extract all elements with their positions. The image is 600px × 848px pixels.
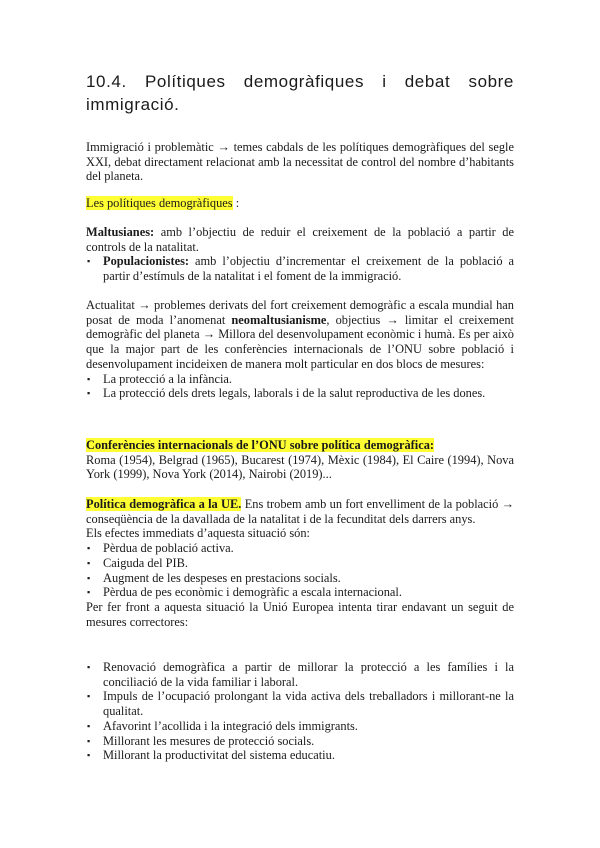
- malthusian-text: amb l’objectiu de reduir el creixement de la població a partir de controls de la natalitat.: [86, 225, 514, 254]
- measures-list: [86, 372, 514, 401]
- list-item: ▪ Millorant la productivitat del sistema educatiu.: [86, 748, 514, 763]
- intro-paragraph: Immigració i problemàtic → temes cabdals de les polítiques demogràfiques del segle XXI, debat directament relacionat amb la necessitat de control del nombre d’habitants del planeta.: [86, 140, 514, 184]
- list-item: ▪ Renovació demogràfica a partir de millorar la protecció a les famílies i la conciliació de la vida familiar i laboral.: [86, 660, 514, 689]
- correctors-intro: Per fer front a aquesta situació la Unió Europea intenta tirar endavant un seguit de mesures correctores:: [86, 599, 514, 629]
- conferences-list: Roma (1954), Belgrad (1965), Bucarest (1974), Mèxic (1984), El Caire (1994), Nova York (1999), Nova York (2014), Nairobi (2019)...: [86, 452, 514, 482]
- effects-list: [86, 541, 514, 600]
- page-title: 10.4. Polítiques demogràfiques i debat sobre immigració.: [86, 72, 514, 114]
- current-paragraph: [86, 298, 514, 372]
- list-item: ▪ La protecció dels drets legals, laborals i de la salut reproductiva de les dones.: [86, 386, 514, 401]
- list-item: ▪ La protecció a la infància.: [86, 372, 514, 387]
- policies-section: [86, 225, 514, 284]
- list-item: ▪ Pèrdua de població activa.: [86, 541, 514, 556]
- eu-heading: Política demogràfica a la UE.: [86, 497, 242, 511]
- neomalthusianism-term: neomaltusianisme: [231, 312, 327, 327]
- list-item: ▪ Augment de les despeses en prestacions socials.: [86, 571, 514, 586]
- correctors-list: [86, 660, 514, 763]
- list-item: ▪ Pèrdua de pes econòmic i demogràfic a escala internacional.: [86, 585, 514, 600]
- populationist-term: Populacionistes:: [103, 254, 190, 269]
- list-item: ▪ Caiguda del PIB.: [86, 556, 514, 571]
- list-item: ▪ Impuls de l’ocupació prolongant la vida activa dels treballadors i millorant-ne la qualitat.: [86, 689, 514, 718]
- malthusian-term: Maltusianes:: [86, 225, 155, 239]
- list-item: [86, 254, 514, 283]
- malthusian-paragraph: [86, 225, 514, 254]
- populationist-list: [86, 254, 514, 283]
- conferences-heading: Conferències internacionals de l’ONU sobre política demogràfica:: [86, 438, 435, 452]
- policies-heading-line: [86, 196, 514, 211]
- eu-text: Ens trobem amb un fort envelliment de la població → conseqüència de la davallada de la natalitat i de la fecunditat dels darrers anys.: [86, 497, 514, 526]
- populationist-text: amb l’objectiu d’incrementar el creixement de la població a partir d’estímuls de la natalitat i el foment de la immigració.: [103, 254, 514, 284]
- current-text-before: Actualitat → problemes derivats del fort creixement demogràfic a escala mundial han posat de moda l’anomenat: [86, 298, 514, 327]
- current-section: [86, 298, 514, 401]
- eu-section: [86, 497, 514, 629]
- conferences-heading-line: [86, 438, 514, 453]
- effects-intro: Els efectes immediats d’aquesta situació són:: [86, 526, 310, 541]
- policies-heading-suffix: :: [232, 196, 240, 210]
- conferences-section: [86, 438, 514, 482]
- list-item: ▪ Afavorint l’acollida i la integració dels immigrants.: [86, 719, 514, 734]
- eu-paragraph: [86, 497, 514, 526]
- current-text-after: , objectius → limitar el creixement demogràfic del planeta → Millora del desenvolupament econòmic i humà. Es per això que la major part de les conferències internacionals de l’ONU sobre població i desenvolupament incideixen de manera molt particular en dos blocs de mesures:: [86, 312, 514, 371]
- policies-heading: Les polítiques demogràfiques: [86, 196, 233, 210]
- list-item: ▪ Millorant les mesures de protecció socials.: [86, 734, 514, 749]
